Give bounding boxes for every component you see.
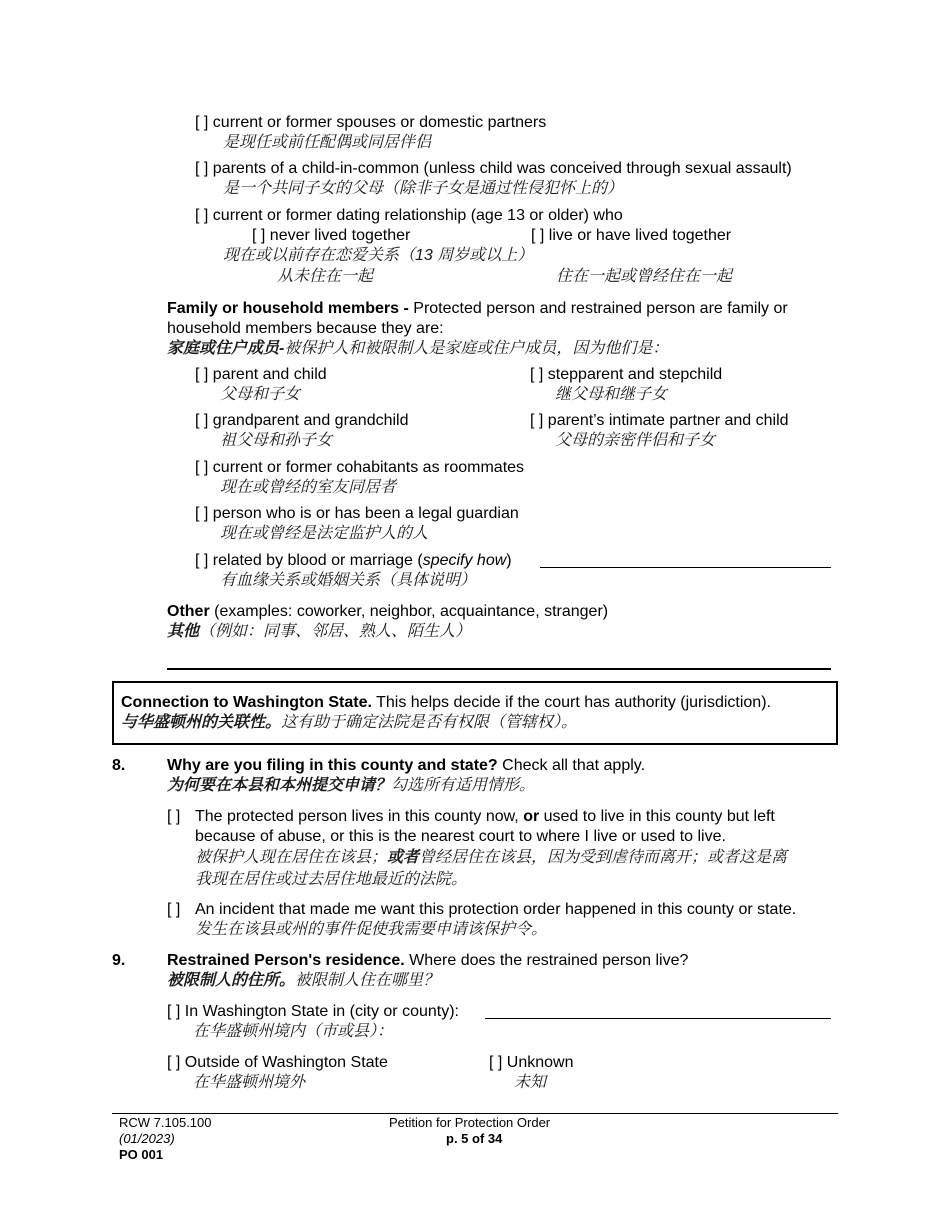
checkbox-grandparent[interactable]: [ ] grandparent and grandchild [195, 412, 409, 429]
checkbox-guardian[interactable]: [ ] person who is or has been a legal guardian [195, 505, 519, 522]
q8-number: 8. [112, 757, 126, 774]
checkbox-parent-child[interactable]: [ ] parent and child [195, 366, 327, 383]
family-heading-cont: household members because they are: [167, 320, 444, 337]
q8-opt1-line2: because of abuse, or this is the nearest court to where I live or used to live. [195, 828, 726, 845]
other-heading: Other (examples: coworker, neighbor, acquaintance, stranger) [167, 603, 609, 620]
checkbox-parents-common[interactable]: [ ] parents of a child-in-common (unless child was conceived through sexual assault) [195, 160, 792, 177]
family-heading-zh: 家庭或住户成员-被保护人和被限制人是家庭或住户成员，因为他们是： [167, 340, 669, 357]
stepparent-zh: 继父母和继子女 [555, 386, 668, 403]
checkbox-cohabitants[interactable]: [ ] current or former cohabitants as roommates [195, 459, 525, 476]
q9-number: 9. [112, 952, 126, 969]
q9-heading-zh: 被限制人的住所。被限制人住在哪里？ [167, 972, 440, 989]
checkbox-q8-incident[interactable]: [ ] [167, 901, 181, 918]
checkbox-lived-together[interactable]: [ ] live or have lived together [531, 227, 732, 244]
cohabitants-zh: 现在或曾经的室友同居者 [220, 479, 397, 496]
checkbox-stepparent[interactable]: [ ] stepparent and stepchild [530, 366, 723, 383]
q8-opt1-zh-line2: 我现在居住或过去居住地最近的法院。 [195, 871, 468, 888]
dating-label: current or former dating relationship (age 13 or older) who [212, 207, 623, 224]
parents-common-label-zh: 是一个共同子女的父母（除非子女是通过性侵犯怀上的） [223, 180, 624, 197]
related-zh: 有血缘关系或婚姻关系（具体说明） [220, 572, 477, 589]
checkbox-intimate-partner[interactable]: [ ] parent’s intimate partner and child [530, 412, 789, 429]
dating-label-zh: 现在或以前存在恋爱关系（13 周岁或以上） [223, 247, 534, 264]
footer-page: p. 5 of 34 [446, 1131, 503, 1146]
connection-heading: Connection to Washington State. This helps decide if the court has authority (jurisdiction). [121, 694, 771, 711]
q9-heading: Restrained Person's residence. Where does the restrained person live? [167, 952, 689, 969]
parents-common-label: parents of a child-in-common (unless child was conceived through sexual assault) [212, 160, 792, 177]
q8-opt1-zh-line1: 被保护人现在居住在该县；或者曾经居住在该县，因为受到虐待而离开；或者这是离 [195, 849, 788, 866]
checkbox-related[interactable]: [ ] related by blood or marriage (specify how) [195, 552, 512, 569]
q8-heading: Why are you filing in this county and state? Check all that apply. [167, 757, 646, 774]
related-specify-field[interactable] [540, 567, 831, 568]
other-specify-field[interactable] [167, 668, 831, 670]
checkbox-unknown[interactable]: [ ] Unknown [489, 1054, 574, 1071]
footer-divider [112, 1113, 838, 1114]
guardian-zh: 现在或曾经是法定监护人的人 [220, 525, 429, 542]
in-washington-zh: 在华盛顿州境内（市或县）： [193, 1023, 394, 1040]
outside-washington-zh: 在华盛顿州境外 [193, 1074, 306, 1091]
grandparent-zh: 祖父母和孙子女 [220, 432, 333, 449]
connection-heading-zh: 与华盛顿州的关联性。这有助于确定法院是否有权限（管辖权）。 [121, 714, 578, 731]
footer-form-number: PO 001 [119, 1147, 164, 1162]
checkbox-in-washington[interactable]: [ ] In Washington State in (city or county): [167, 1003, 459, 1020]
spouses-label: current or former spouses or domestic partners [212, 114, 547, 131]
q8-opt1-line1: The protected person lives in this county now, or used to live in this county but left [195, 808, 775, 825]
checkbox-never-lived[interactable]: [ ] never lived together [252, 227, 411, 244]
checkbox-q8-lives-here[interactable]: [ ] [167, 808, 181, 825]
never-lived-label: never lived together [269, 227, 411, 244]
unknown-zh: 未知 [514, 1074, 547, 1091]
city-county-field[interactable] [485, 1018, 831, 1019]
spouses-label-zh: 是现任或前任配偶或同居伴侣 [223, 134, 432, 151]
footer-rcw: RCW 7.105.100 [119, 1115, 212, 1130]
lived-together-label-zh: 住在一起或曾经住在一起 [556, 268, 733, 285]
q8-heading-zh: 为何要在本县和本州提交申请？勾选所有适用情形。 [167, 777, 536, 794]
checkbox-outside-washington[interactable]: [ ] Outside of Washington State [167, 1054, 388, 1071]
checkbox-dating[interactable]: [ ] current or former dating relationship (age 13 or older) who [195, 207, 623, 224]
intimate-partner-zh: 父母的亲密伴侣和子女 [555, 432, 716, 449]
lived-together-label: live or have lived together [548, 227, 732, 244]
other-heading-zh: 其他（例如：同事、邻居、熟人、陌生人） [167, 623, 472, 640]
footer-date: (01/2023) [119, 1131, 175, 1146]
q8-opt2-label: An incident that made me want this protection order happened in this county or state. [195, 901, 797, 918]
footer-title: Petition for Protection Order [389, 1115, 551, 1130]
q8-opt2-zh: 发生在该县或州的事件促使我需要申请该保护令。 [195, 921, 548, 938]
family-heading: Family or household members - Protected person and restrained person are family or [167, 300, 788, 317]
never-lived-label-zh: 从未住在一起 [277, 268, 374, 285]
parent-child-zh: 父母和子女 [220, 386, 301, 403]
checkbox-spouses[interactable]: [ ] current or former spouses or domestic partners [195, 114, 547, 131]
